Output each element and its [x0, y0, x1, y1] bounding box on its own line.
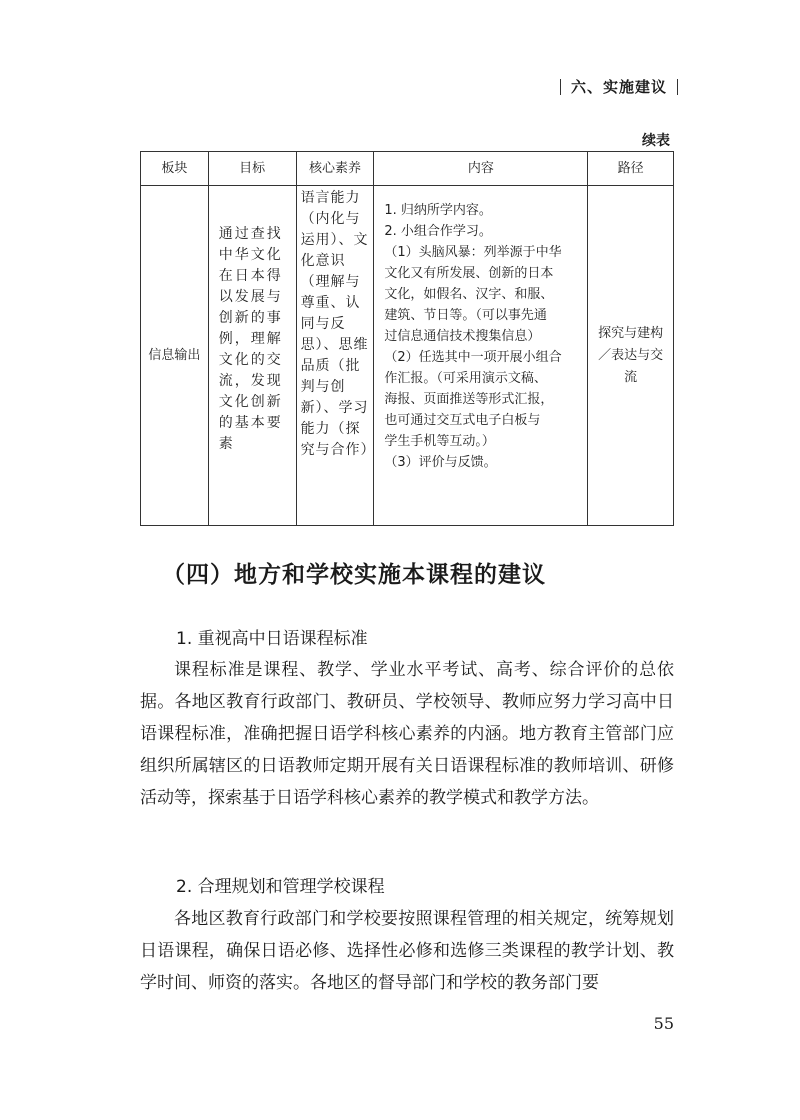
subsection-heading-1: 1. 重视高中日语课程标准 [176, 629, 368, 649]
content-line: 过信息通信技术搜集信息） [384, 329, 541, 344]
table-continued-label: 续表 [642, 133, 670, 149]
content-line: 也可通过交互式电子白板与 [384, 413, 541, 428]
cell-path: 探究与建构／表达与交流 [588, 186, 674, 526]
content-line: 学生手机等互动。） [384, 434, 495, 449]
cell-goal: 通过查找中华文化在日本得以发展与创新的事例，理解文化的交流，发现文化创新的基本要素 [208, 186, 296, 526]
header-core-literacy: 核心素养 [296, 152, 374, 186]
running-head [560, 76, 678, 97]
page-number: 55 [653, 1014, 674, 1033]
content-line: （3）评价与反馈。 [384, 455, 497, 470]
divider-right [677, 79, 678, 95]
content-line: （2）任选其中一项开展小组合 [384, 350, 562, 365]
cell-content [374, 186, 588, 526]
content-line: 2. 小组合作学习。 [384, 224, 492, 239]
table-row [141, 186, 674, 526]
content-line: 海报、页面推送等形式汇报， [384, 392, 554, 407]
content-line: 文化又有所发展、创新的日本 [384, 266, 554, 281]
paragraph-1: 课程标准是课程、教学、学业水平考试、高考、综合评价的总依据。各地区教育行政部门、教研员、学校领导、教师应努力学习高中日语课程标准，准确把握日语学科核心素养的内涵。地方教育主管部门应组织所属辖区的日语教师定期开展有关日语课程标准的教师培训、研修活动等，探索基于日语学科核心素养的教学模式和教学方法。 [140, 660, 674, 808]
content-line: 文化，如假名、汉字、和服、 [384, 287, 554, 302]
divider-left [560, 79, 561, 95]
header-content: 内容 [374, 152, 588, 186]
cell-core-literacy: 语言能力（内化与运用）、文化意识（理解与尊重、认同与反思）、思维品质（批判与创新）、学习能力（探究与合作） [296, 186, 374, 526]
header-goal: 目标 [208, 152, 296, 186]
content-line: （1）头脑风暴：列举源于中华 [384, 245, 562, 260]
content-line: 1. 归纳所学内容。 [384, 203, 492, 218]
cell-block: 信息输出 [141, 186, 209, 526]
section-heading: （四）地方和学校实施本课程的建议 [162, 562, 546, 588]
content-line: 建筑、节日等。（可以事先通 [384, 308, 547, 323]
curriculum-table [140, 151, 674, 526]
content-line: 作汇报。（可采用演示文稿、 [384, 371, 547, 386]
table-header-row [141, 152, 674, 186]
chapter-title: 六、实施建议 [570, 78, 667, 96]
paragraph-2: 各地区教育行政部门和学校要按照课程管理的相关规定，统筹规划日语课程，确保日语必修、选择性必修和选修三类课程的教学计划、教学时间、师资的落实。各地区的督导部门和学校的教务部门要 [140, 909, 674, 993]
header-path: 路径 [588, 152, 674, 186]
header-block: 板块 [141, 152, 209, 186]
subsection-heading-2: 2. 合理规划和管理学校课程 [176, 877, 385, 897]
